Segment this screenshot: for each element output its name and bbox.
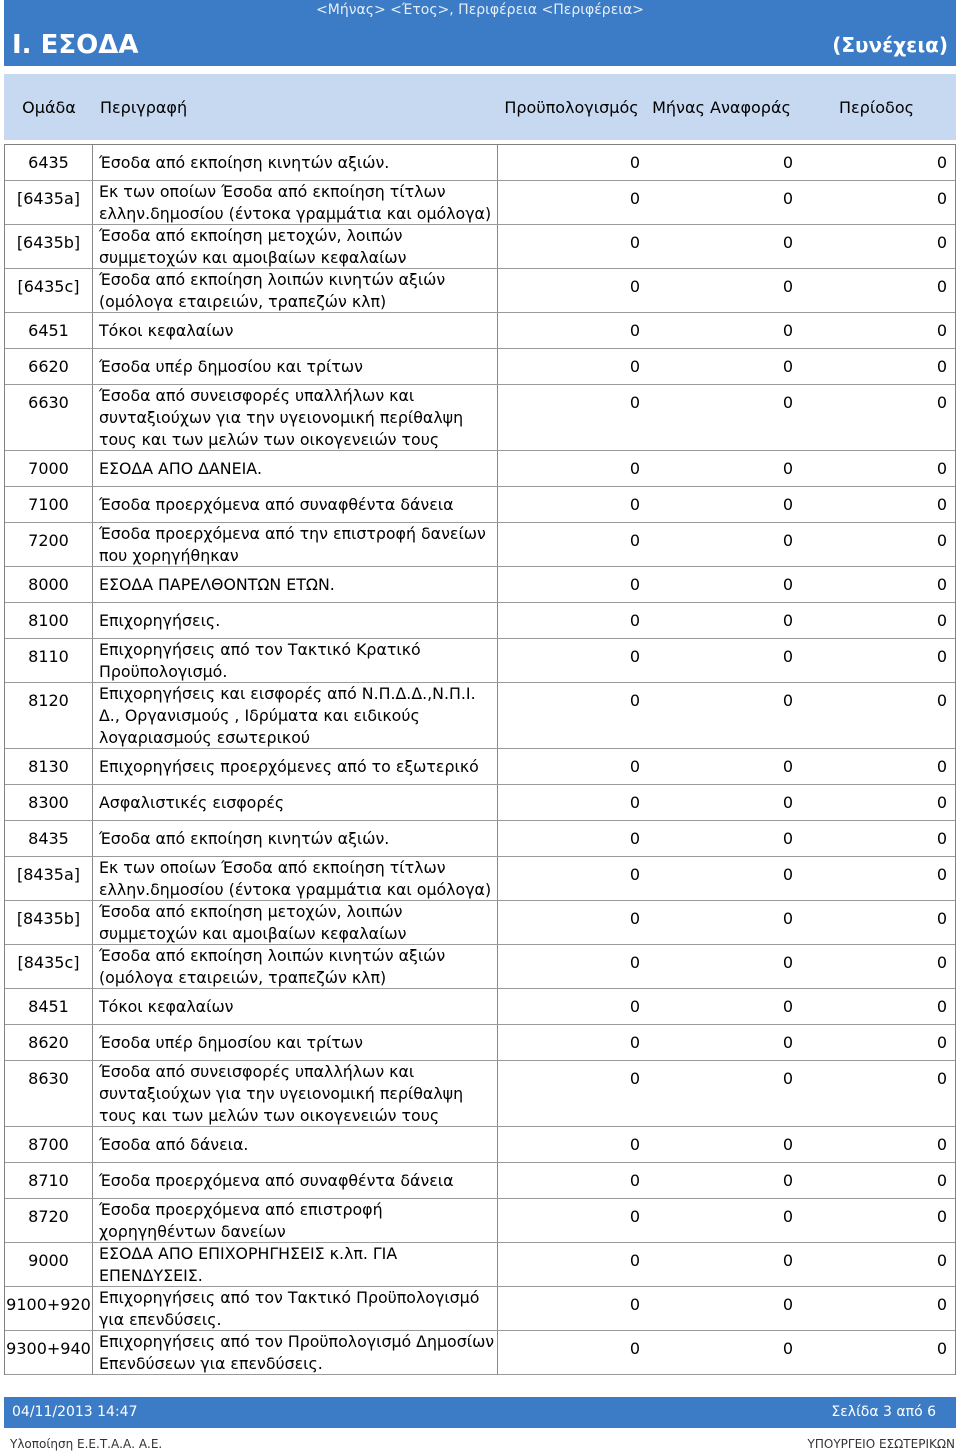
row-code: 8451 — [5, 989, 93, 1024]
column-header-period: Περίοδος — [838, 97, 914, 117]
table-row — [5, 567, 955, 603]
row-period-value: 0 — [936, 793, 947, 812]
report-header-band — [4, 0, 956, 66]
row-description: Έσοδα από εκποίηση μετοχών, λοιπών συμμετοχών και αμοιβαίων κεφαλαίων — [93, 901, 498, 944]
row-code: 8700 — [5, 1127, 93, 1162]
table-row — [5, 181, 955, 225]
row-code: 6435 — [5, 145, 93, 180]
row-code: 8720 — [5, 1199, 93, 1242]
row-code: 8710 — [5, 1163, 93, 1198]
row-period-value: 0 — [936, 575, 947, 594]
row-code: 8100 — [5, 603, 93, 638]
row-description: Έσοδα προερχόμενα από συναφθέντα δάνεια — [93, 1163, 498, 1198]
row-month-value: 0 — [782, 357, 793, 376]
row-code: 8000 — [5, 567, 93, 602]
row-code: [6435b] — [5, 225, 93, 268]
table-row — [5, 269, 955, 313]
table-row — [5, 487, 955, 523]
row-period-value: 0 — [936, 953, 947, 972]
implementation-credit: Υλοποίηση Ε.Ε.Τ.Α.Α. Α.Ε. — [10, 1437, 163, 1451]
row-month-value: 0 — [782, 1251, 793, 1270]
row-month-value: 0 — [782, 1135, 793, 1154]
row-period-value: 0 — [936, 495, 947, 514]
row-code: [6435a] — [5, 181, 93, 224]
row-period-value: 0 — [936, 1251, 947, 1270]
row-month-value: 0 — [782, 531, 793, 550]
row-description: Έσοδα υπέρ δημοσίου και τρίτων — [93, 1025, 498, 1060]
table-row — [5, 1331, 955, 1375]
bottom-credits — [0, 1436, 960, 1452]
row-description: Έσοδα από δάνεια. — [93, 1127, 498, 1162]
row-description: Επιχορηγήσεις προερχόμενες από το εξωτερικό — [93, 749, 498, 784]
ministry-name: ΥΠΟΥΡΓΕΙΟ ΕΣΩΤΕΡΙΚΩΝ — [807, 1437, 955, 1451]
row-code: [6435c] — [5, 269, 93, 312]
row-budget-value: 0 — [629, 1033, 640, 1052]
row-period-value: 0 — [936, 611, 947, 630]
table-row — [5, 901, 955, 945]
row-month-value: 0 — [782, 829, 793, 848]
row-code: 9300+940 — [5, 1331, 93, 1374]
row-code: [8435a] — [5, 857, 93, 900]
row-description: Έσοδα από εκποίηση λοιπών κινητών αξιών (ομόλογα εταιρειών, τραπεζών κλπ) — [93, 269, 498, 312]
row-month-value: 0 — [782, 865, 793, 884]
table-row — [5, 603, 955, 639]
row-month-value: 0 — [782, 1033, 793, 1052]
row-period-value: 0 — [936, 757, 947, 776]
row-code: [8435b] — [5, 901, 93, 944]
row-budget-value: 0 — [629, 1339, 640, 1358]
row-month-value: 0 — [782, 997, 793, 1016]
row-description: Εκ των οποίων Έσοδα από εκποίηση τίτλων ελλην.δημοσίου (έντοκα γραμμάτια και ομόλογα) — [93, 181, 498, 224]
row-description: Τόκοι κεφαλαίων — [93, 989, 498, 1024]
row-month-value: 0 — [782, 1207, 793, 1226]
row-budget-value: 0 — [629, 691, 640, 710]
row-month-value: 0 — [782, 233, 793, 252]
row-code: 7000 — [5, 451, 93, 486]
row-period-value: 0 — [936, 1069, 947, 1088]
row-description: Έσοδα από εκποίηση λοιπών κινητών αξιών (ομόλογα εταιρειών, τραπεζών κλπ) — [93, 945, 498, 988]
row-period-value: 0 — [936, 829, 947, 848]
row-month-value: 0 — [782, 459, 793, 478]
row-budget-value: 0 — [629, 647, 640, 666]
row-budget-value: 0 — [629, 909, 640, 928]
row-budget-value: 0 — [629, 233, 640, 252]
row-budget-value: 0 — [629, 321, 640, 340]
table-row — [5, 1025, 955, 1061]
row-budget-value: 0 — [629, 1171, 640, 1190]
row-month-value: 0 — [782, 793, 793, 812]
table-row — [5, 385, 955, 451]
table-row — [5, 523, 955, 567]
row-code: 8435 — [5, 821, 93, 856]
row-budget-value: 0 — [629, 531, 640, 550]
row-code: 9100+920 — [5, 1287, 93, 1330]
table-row — [5, 313, 955, 349]
table-row — [5, 945, 955, 989]
row-budget-value: 0 — [629, 793, 640, 812]
row-description: ΕΣΟΔΑ ΑΠΟ ΔΑΝΕΙΑ. — [93, 451, 498, 486]
row-budget-value: 0 — [629, 757, 640, 776]
row-description: Επιχορηγήσεις από τον Τακτικό Κρατικό Προϋπολογισμό. — [93, 639, 498, 682]
row-period-value: 0 — [936, 647, 947, 666]
column-header-month: Μήνας Αναφοράς — [652, 97, 791, 117]
row-month-value: 0 — [782, 647, 793, 666]
row-period-value: 0 — [936, 531, 947, 550]
table-row — [5, 451, 955, 487]
row-period-value: 0 — [936, 357, 947, 376]
footer-band — [4, 1397, 956, 1428]
row-month-value: 0 — [782, 153, 793, 172]
row-period-value: 0 — [936, 321, 947, 340]
row-code: [8435c] — [5, 945, 93, 988]
report-subtitle: <Μήνας> <Έτος>, Περιφέρεια <Περιφέρεια> — [316, 2, 644, 18]
table-row — [5, 1199, 955, 1243]
row-month-value: 0 — [782, 393, 793, 412]
row-period-value: 0 — [936, 997, 947, 1016]
table-row — [5, 1061, 955, 1127]
row-budget-value: 0 — [629, 1135, 640, 1154]
row-budget-value: 0 — [629, 277, 640, 296]
row-month-value: 0 — [782, 953, 793, 972]
column-header-row — [4, 74, 956, 140]
row-description: Έσοδα από εκποίηση κινητών αξιών. — [93, 821, 498, 856]
row-description: Επιχορηγήσεις από τον Τακτικό Προϋπολογισμό για επενδύσεις. — [93, 1287, 498, 1330]
table-row — [5, 639, 955, 683]
row-budget-value: 0 — [629, 1069, 640, 1088]
row-budget-value: 0 — [629, 1207, 640, 1226]
row-code: 6620 — [5, 349, 93, 384]
row-budget-value: 0 — [629, 189, 640, 208]
row-description: ΕΣΟΔΑ ΑΠΟ ΕΠΙΧΟΡΗΓΗΣΕΙΣ κ.λπ. ΓΙΑ ΕΠΕΝΔΥΣΕΙΣ. — [93, 1243, 498, 1286]
row-description: Έσοδα από εκποίηση κινητών αξιών. — [93, 145, 498, 180]
row-period-value: 0 — [936, 1033, 947, 1052]
row-budget-value: 0 — [629, 829, 640, 848]
table-row — [5, 683, 955, 749]
print-datetime: 04/11/2013 14:47 — [12, 1404, 138, 1420]
table-row — [5, 1163, 955, 1199]
table-row — [5, 989, 955, 1025]
row-description: Επιχορηγήσεις. — [93, 603, 498, 638]
row-budget-value: 0 — [629, 495, 640, 514]
table-row — [5, 749, 955, 785]
table-body — [5, 145, 955, 1375]
row-month-value: 0 — [782, 691, 793, 710]
row-code: 6630 — [5, 385, 93, 450]
row-month-value: 0 — [782, 757, 793, 776]
row-month-value: 0 — [782, 575, 793, 594]
row-period-value: 0 — [936, 1135, 947, 1154]
table-row — [5, 349, 955, 385]
row-description: Τόκοι κεφαλαίων — [93, 313, 498, 348]
page-number: Σελίδα 3 από 6 — [831, 1404, 936, 1420]
row-period-value: 0 — [936, 865, 947, 884]
row-code: 8300 — [5, 785, 93, 820]
row-code: 8110 — [5, 639, 93, 682]
row-description: Έσοδα από εκποίηση μετοχών, λοιπών συμμετοχών και αμοιβαίων κεφαλαίων — [93, 225, 498, 268]
row-period-value: 0 — [936, 233, 947, 252]
row-description: Έσοδα υπέρ δημοσίου και τρίτων — [93, 349, 498, 384]
column-header-description: Περιγραφή — [100, 97, 188, 117]
table-row — [5, 1243, 955, 1287]
row-budget-value: 0 — [629, 1251, 640, 1270]
row-budget-value: 0 — [629, 1295, 640, 1314]
row-code: 8130 — [5, 749, 93, 784]
row-description: Έσοδα προερχόμενα από επιστροφή χορηγηθέντων δανείων — [93, 1199, 498, 1242]
row-month-value: 0 — [782, 1171, 793, 1190]
row-month-value: 0 — [782, 321, 793, 340]
table-row — [5, 1127, 955, 1163]
row-description: Επιχορηγήσεις από τον Προϋπολογισμό Δημοσίων Επενδύσεων για επενδύσεις. — [93, 1331, 498, 1374]
row-budget-value: 0 — [629, 997, 640, 1016]
column-header-group: Ομάδα — [22, 97, 76, 117]
row-month-value: 0 — [782, 495, 793, 514]
row-code: 6451 — [5, 313, 93, 348]
row-description: Έσοδα από συνεισφορές υπαλλήλων και συνταξιούχων για την υγειονομική περίθαλψη τους και των μελών των οικογενειών τους — [93, 1061, 498, 1126]
row-period-value: 0 — [936, 1171, 947, 1190]
table-row — [5, 785, 955, 821]
row-period-value: 0 — [936, 1207, 947, 1226]
table-row — [5, 225, 955, 269]
row-month-value: 0 — [782, 1295, 793, 1314]
row-budget-value: 0 — [629, 575, 640, 594]
row-period-value: 0 — [936, 1295, 947, 1314]
row-description: Επιχορηγήσεις και εισφορές από Ν.Π.Δ.Δ.,Ν.Π.Ι. Δ., Οργανισμούς , Ιδρύματα και ειδικούς λογαριασμούς εσωτερικού — [93, 683, 498, 748]
row-period-value: 0 — [936, 189, 947, 208]
row-code: 7200 — [5, 523, 93, 566]
row-period-value: 0 — [936, 1339, 947, 1358]
table-row — [5, 857, 955, 901]
row-code: 8120 — [5, 683, 93, 748]
row-code: 8620 — [5, 1025, 93, 1060]
table-row — [5, 1287, 955, 1331]
row-budget-value: 0 — [629, 459, 640, 478]
row-code: 9000 — [5, 1243, 93, 1286]
row-description: Εκ των οποίων Έσοδα από εκποίηση τίτλων ελλην.δημοσίου (έντοκα γραμμάτια και ομόλογα) — [93, 857, 498, 900]
row-budget-value: 0 — [629, 611, 640, 630]
row-budget-value: 0 — [629, 153, 640, 172]
table-row — [5, 145, 955, 181]
revenue-table — [4, 144, 956, 1375]
row-month-value: 0 — [782, 277, 793, 296]
row-period-value: 0 — [936, 459, 947, 478]
table-row — [5, 821, 955, 857]
row-description: Έσοδα από συνεισφορές υπαλλήλων και συνταξιούχων για την υγειονομική περίθαλψη τους και των μελών των οικογενειών τους — [93, 385, 498, 450]
section-title: I. ΕΣΟΔΑ — [12, 30, 139, 60]
row-description: Ασφαλιστικές εισφορές — [93, 785, 498, 820]
row-budget-value: 0 — [629, 865, 640, 884]
row-budget-value: 0 — [629, 953, 640, 972]
row-code: 8630 — [5, 1061, 93, 1126]
column-header-budget: Προϋπολογισμός — [504, 97, 639, 117]
row-period-value: 0 — [936, 277, 947, 296]
row-period-value: 0 — [936, 691, 947, 710]
continued-label: (Συνέχεια) — [832, 33, 948, 57]
row-budget-value: 0 — [629, 393, 640, 412]
row-period-value: 0 — [936, 393, 947, 412]
row-month-value: 0 — [782, 611, 793, 630]
row-month-value: 0 — [782, 909, 793, 928]
row-description: Έσοδα προερχόμενα από συναφθέντα δάνεια — [93, 487, 498, 522]
row-month-value: 0 — [782, 1069, 793, 1088]
row-month-value: 0 — [782, 189, 793, 208]
row-budget-value: 0 — [629, 357, 640, 376]
row-month-value: 0 — [782, 1339, 793, 1358]
row-description: ΕΣΟΔΑ ΠΑΡΕΛΘΟΝΤΩΝ ΕΤΩΝ. — [93, 567, 498, 602]
row-description: Έσοδα προερχόμενα από την επιστροφή δανείων που χορηγήθηκαν — [93, 523, 498, 566]
row-period-value: 0 — [936, 153, 947, 172]
row-period-value: 0 — [936, 909, 947, 928]
row-code: 7100 — [5, 487, 93, 522]
